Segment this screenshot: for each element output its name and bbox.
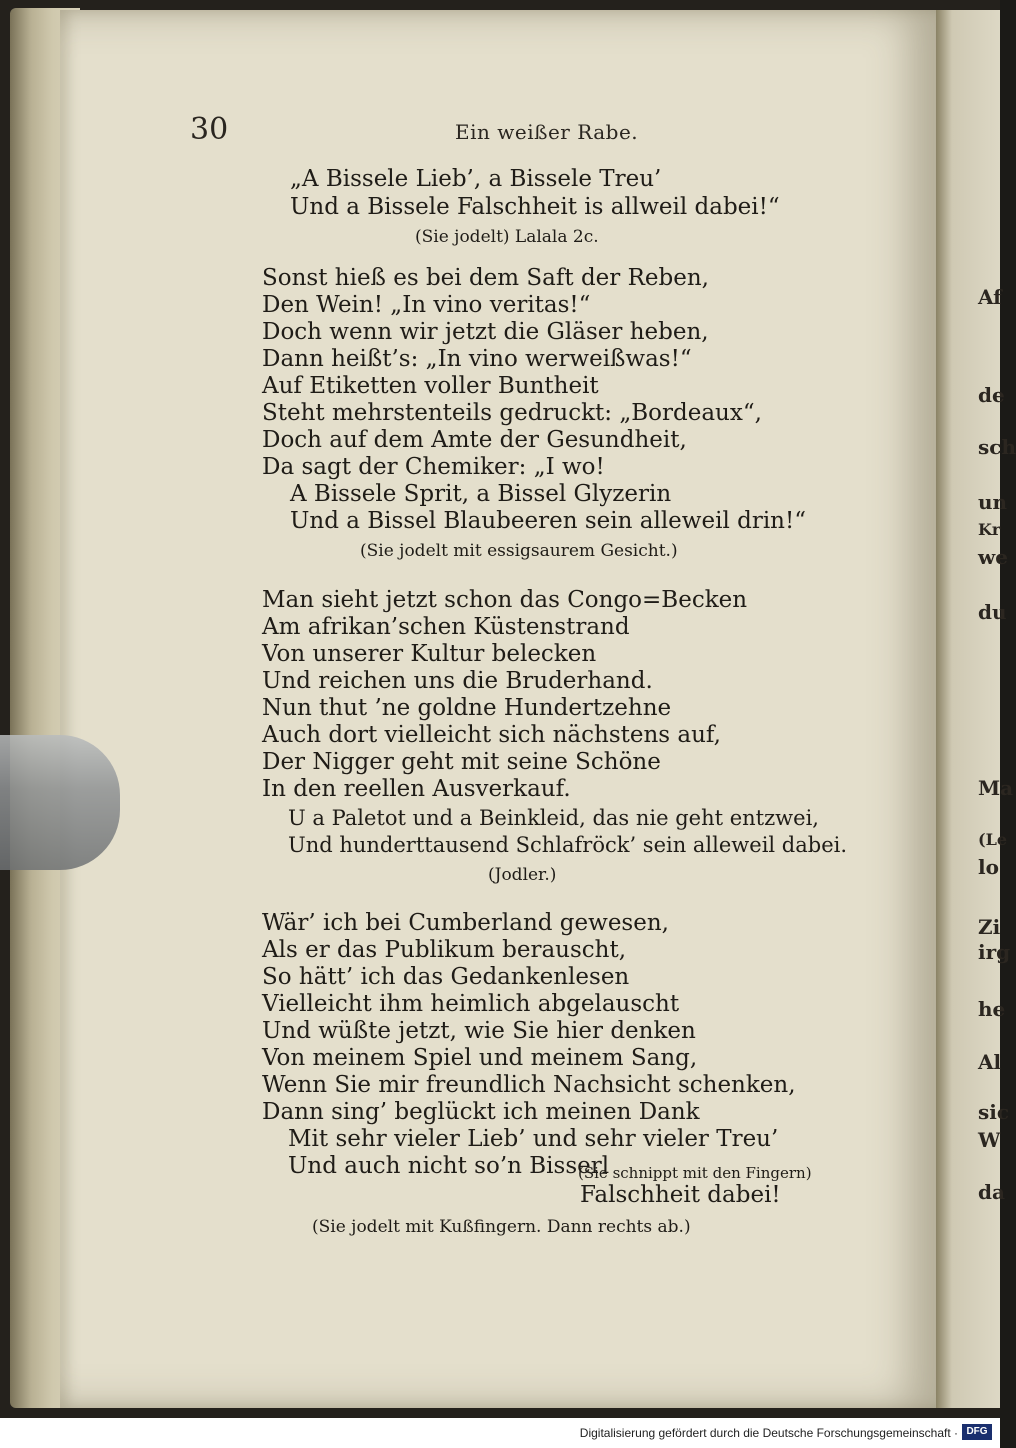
text-line: So hätt’ ich das Gedankenlesen	[262, 964, 630, 990]
text-line: Auf Etiketten voller Buntheit	[262, 373, 599, 399]
text-line: Wenn Sie mir freundlich Nachsicht schenken,	[262, 1072, 796, 1098]
next-page-fragment: da	[978, 1180, 1005, 1204]
stage-direction: (Sie schnippt mit den Fingern)	[578, 1164, 812, 1182]
next-page-fragment: Kr	[978, 520, 1001, 539]
next-page-fragment: (Le	[978, 830, 1007, 849]
text-line: Doch wenn wir jetzt die Gläser heben,	[262, 319, 709, 345]
next-page-fragment: sch	[978, 435, 1016, 459]
dfg-logo: DFG	[962, 1424, 992, 1440]
next-page-edge	[936, 10, 1016, 1408]
footer-bar	[0, 1418, 1000, 1448]
page-number: 30	[190, 112, 229, 147]
stage-direction: (Jodler.)	[488, 865, 557, 885]
text-line: Und hunderttausend Schlafröck’ sein alleweil dabei.	[288, 833, 848, 857]
text-line: Da sagt der Chemiker: „I wo!	[262, 454, 605, 480]
stage-direction: (Sie jodelt) Lalala 2c.	[415, 227, 599, 247]
next-page-fragment: W	[978, 1128, 1001, 1152]
text-line: Und auch nicht so’n Bisserl	[288, 1153, 610, 1179]
text-line: Dann sing’ beglückt ich meinen Dank	[262, 1099, 700, 1125]
next-page-fragment: lo	[978, 855, 999, 879]
text-line: Am afrikan’schen Küstenstrand	[262, 614, 630, 640]
text-line: Nun thut ’ne goldne Hundertzehne	[262, 695, 672, 721]
next-page-fragment: un	[978, 490, 1008, 514]
text-line: A Bissele Sprit, a Bissel Glyzerin	[290, 481, 672, 507]
running-head: Ein weißer Rabe.	[455, 120, 639, 144]
text-line: Dann heißt’s: „In vino werweißwas!“	[262, 346, 692, 372]
page-clip	[0, 735, 120, 870]
text-line: Und reichen uns die Bruderhand.	[262, 668, 653, 694]
text-line: Als er das Publikum berauscht,	[262, 937, 627, 963]
text-line: Der Nigger geht mit seine Schöne	[262, 749, 661, 775]
stage-direction: (Sie jodelt mit Kußfingern. Dann rechts ab.)	[312, 1217, 691, 1237]
text-line: Doch auf dem Amte der Gesundheit,	[262, 427, 687, 453]
text-line: Von meinem Spiel und meinem Sang,	[262, 1045, 698, 1071]
text-line: Und wüßte jetzt, wie Sie hier denken	[262, 1018, 696, 1044]
text-line: Und a Bissele Falschheit is allweil dabei!“	[290, 194, 780, 220]
text-line: U a Paletot und a Beinkleid, das nie geht entzwei,	[288, 806, 819, 830]
text-line: Sonst hieß es bei dem Saft der Reben,	[262, 265, 709, 291]
text-line: Wär’ ich bei Cumberland gewesen,	[262, 910, 669, 936]
text-line: Steht mehrstenteils gedruckt: „Bordeaux“,	[262, 400, 762, 426]
text-line: Man sieht jetzt schon das Congo=Becken	[262, 587, 748, 613]
next-page-fragment: Zi	[978, 915, 1001, 939]
text-line: Den Wein! „In vino veritas!“	[262, 292, 591, 318]
text-line: „A Bissele Lieb’, a Bissele Treu’	[290, 166, 662, 192]
text-line: Von unserer Kultur belecken	[262, 641, 597, 667]
text-line: Auch dort vielleicht sich nächstens auf,	[262, 722, 721, 748]
next-page-fragment: he	[978, 997, 1006, 1021]
text-line: In den reellen Ausverkauf.	[262, 776, 571, 802]
text-line: Falschheit dabei!	[580, 1182, 781, 1208]
next-page-fragment: we	[978, 545, 1008, 569]
text-line: Mit sehr vieler Lieb’ und sehr vieler Treu’	[288, 1126, 779, 1152]
next-page-fragment: Af	[978, 285, 1002, 309]
next-page-fragment: du	[978, 600, 1007, 624]
next-page-fragment: de	[978, 383, 1005, 407]
funding-credit: Digitalisierung gefördert durch die Deutsche Forschungsgemeinschaft ·	[579, 1426, 958, 1440]
next-page-fragment: Ma	[978, 776, 1014, 800]
next-page-fragment: Al	[978, 1050, 1002, 1074]
text-line: Vielleicht ihm heimlich abgelauscht	[262, 991, 680, 1017]
next-page-fragment: irg	[978, 940, 1011, 964]
stage-direction: (Sie jodelt mit essigsaurem Gesicht.)	[360, 541, 678, 561]
next-page-fragment: sic	[978, 1100, 1010, 1124]
text-line: Und a Bissel Blaubeeren sein alleweil drin!“	[290, 508, 806, 534]
